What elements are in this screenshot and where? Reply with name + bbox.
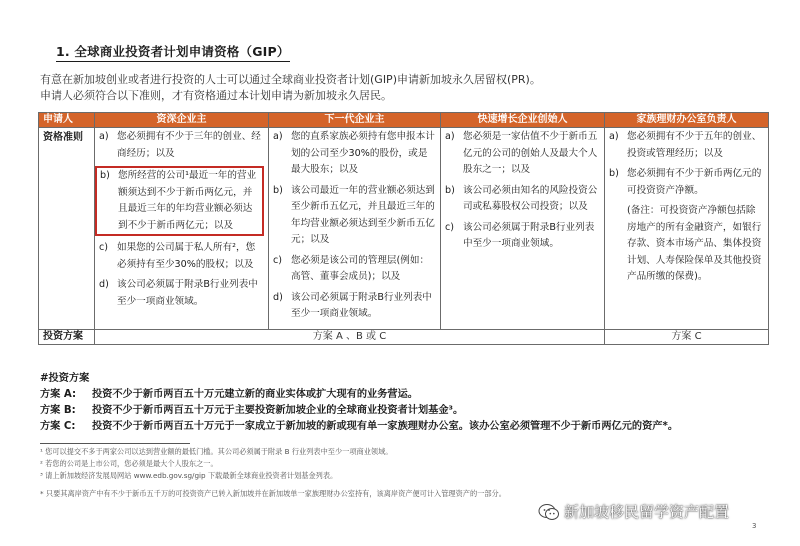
criteria-family-office-principal bbox=[605, 128, 769, 330]
footnote-star: * 只要其离岸资产中有不少于新币五千万的可投资资产已转入新加坡并在新加坡单一家族理财办公室持有，该离岸资产便可计入管理资产的一部分。 bbox=[40, 489, 506, 498]
footnote-3: ³ 请上新加坡经济发展局网站 www.edb.gov.sg/gip 下载最新全球商业投资者计划基金列表。 bbox=[40, 471, 338, 480]
header-next-gen-owner: 下一代企业主 bbox=[269, 113, 441, 128]
plan-c: 方案 C bbox=[605, 329, 769, 344]
list-item: a) 您的直系家族必须持有您申报本计划的公司至少30%的股份，或是最大股东；以及 bbox=[273, 131, 435, 175]
plan-row bbox=[39, 329, 769, 344]
list-item: a) 您必须拥有不少于三年的创业、经商经历；以及 bbox=[99, 131, 261, 159]
header-established-owner: 资深企业主 bbox=[95, 113, 269, 128]
table-header-row bbox=[39, 113, 769, 128]
criteria-fast-growth-founder bbox=[441, 128, 605, 330]
list-item: c) 如果您的公司属于私人所有²，您必须持有至少30%的股权；以及 bbox=[99, 242, 256, 270]
watermark bbox=[538, 501, 729, 522]
intro-paragraph bbox=[40, 72, 760, 104]
list-item: b) 您必须拥有不少于新币两亿元的可投资资产净额。 bbox=[609, 168, 762, 196]
footnote-2: ² 若您的公司是上市公司，您必须是最大个人股东之一。 bbox=[40, 459, 218, 468]
list-item: d) 该公司必须属于附录B行业列表中至少一项商业领域。 bbox=[273, 291, 432, 319]
criteria-established-owner bbox=[95, 128, 269, 330]
header-fast-growth-founder: 快速增长企业创始人 bbox=[441, 113, 605, 128]
list-item: b) 该公司最近一年的营业额必须达到至少新币五亿元，并且最近三年的年均营业额必须达到至少新币五亿元；以及 bbox=[273, 184, 435, 245]
header-applicant: 申请人 bbox=[39, 113, 95, 128]
plan-a-line: 方案 A: 投资不少于新币两百五十万元建立新的商业实体或扩大现有的业务营运。 bbox=[40, 389, 418, 400]
eligibility-table bbox=[38, 112, 769, 345]
plan-b-line: 方案 B: 投资不少于新币两百五十万元于主要投资新加坡企业的全球商业投资者计划基金³。 bbox=[40, 405, 464, 416]
intro-line: 有意在新加坡创业或者进行投资的人士可以通过全球商业投资者计划(GIP)申请新加坡永久居留权(PR)。 bbox=[40, 73, 541, 86]
intro-line: 申请人必须符合以下准则，才有资格通过本计划申请为新加坡永久居民。 bbox=[40, 89, 392, 102]
watermark-text: 新加坡移民留学资产配置 bbox=[564, 503, 730, 521]
criteria-next-gen-owner bbox=[269, 128, 441, 330]
plans-title: #投资方案 bbox=[40, 373, 90, 384]
plan-label: 投资方案 bbox=[39, 329, 95, 344]
list-item: c) 您必须是该公司的管理层(例如：高管、董事会成员)；以及 bbox=[273, 254, 430, 282]
list-item: d) 该公司必须属于附录B行业列表中至少一项商业领域。 bbox=[99, 279, 258, 307]
list-item: a) 您必须是一家估值不少于新币五亿元的公司的创始人及最大个人股东之一；以及 bbox=[445, 131, 598, 175]
page-number: 3 bbox=[752, 522, 757, 530]
highlighted-list-item: b) 您所经营的公司¹最近一年的营业额须达到不少于新币两亿元，并且最近三年的年均营业额必须达到不少于新币两亿元；以及 bbox=[95, 166, 264, 236]
list-item: b) 该公司必须由知名的风险投资公司或私募股权公司投资；以及 bbox=[445, 184, 598, 212]
plan-abc: 方案 A 、B 或 C bbox=[95, 329, 605, 344]
list-item: a) 您必须拥有不少于五年的创业、投资或管理经历；以及 bbox=[609, 131, 762, 159]
criteria-row bbox=[39, 128, 769, 330]
header-family-office-principal: 家族理财办公室负责人 bbox=[605, 113, 769, 128]
footnote-1: ¹ 您可以提交不多于两家公司以达到营业额的最低门槛。其公司必须属于附录 B 行业列表中至少一项商业领域。 bbox=[40, 447, 393, 456]
section-heading: 1. 全球商业投资者计划申请资格（GIP） bbox=[56, 42, 290, 62]
assets-note: (备注：可投资资产净额包括除房地产的所有金融资产，如银行存款、资本市场产品、集体投资计划、人寿保险保单及其他投资产品所缴的保费)。 bbox=[627, 205, 762, 282]
investment-plans bbox=[40, 371, 760, 435]
footnote-divider bbox=[40, 443, 190, 444]
wechat-icon bbox=[538, 503, 560, 521]
list-item: c) 该公司必须属于附录B行业列表中至少一项商业领域。 bbox=[445, 221, 595, 249]
criteria-label: 资格准则 bbox=[39, 128, 95, 330]
plan-c-line: 方案 C: 投资不少于新币两百五十万元于一家成立于新加坡的新或现有单一家族理财办公室。该办公室必须管理不少于新币两亿元的资产*。 bbox=[40, 421, 679, 432]
footnotes bbox=[40, 446, 760, 500]
